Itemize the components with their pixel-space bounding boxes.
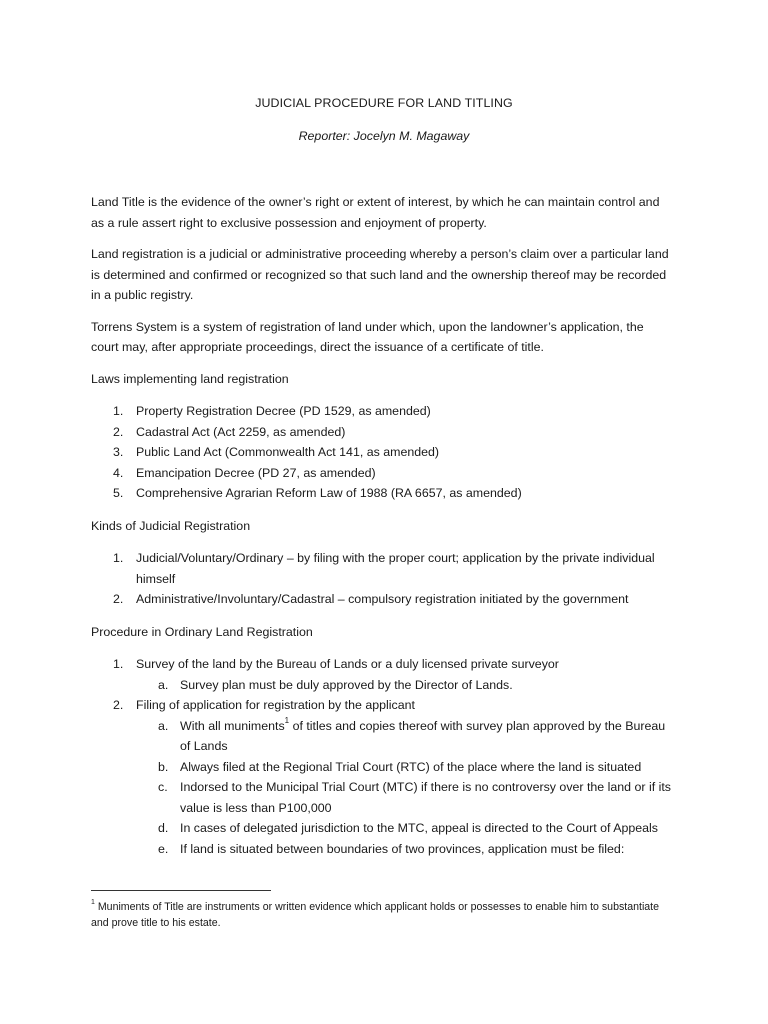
list-item: 2. Filing of application for registration by the applicant a. With all muniments$^1$ of titles and copies thereof with survey plan approved by the Bureau of Lands b. Always filed at the Regional Trial Court (RTC) of the place where the land is situated c. Indorsed to the Municipal Trial Court (MTC) if there is no controversy over the land or if its value is less than P100,000 d. In cases of delegated jurisdiction to the MTC, appeal is directed to the Court of Appeals e. If land is situated between boundaries of two provinces, application must be filed: <box>91 695 671 859</box>
sub-list <box>136 716 671 860</box>
list-item: 1. Survey of the land by the Bureau of Lands or a duly licensed private surveyor a. Survey plan must be duly approved by the Director of Lands. <box>91 654 671 695</box>
laws-list <box>91 401 671 504</box>
sub-list-item: e. If land is situated between boundaries of two provinces, application must be filed: <box>158 841 625 856</box>
list-item: 3. Public Land Act (Commonwealth Act 141, as amended) <box>113 445 440 459</box>
paragraph-torrens-system: Torrens System is a system of registration of land under which, upon the landowner’s application, the court may, after appropriate proceedings, direct the issuance of a certificate of title. <box>91 319 644 354</box>
sub-list-item: c. Indorsed to the Municipal Trial Court (MTC) if there is no controversy over the land or if its value is less than P100,000 <box>158 780 672 815</box>
footnote-text: Muniments of Title are instruments or written evidence which applicant holds or possesses to enable him to substantiate and prove title to his estate. <box>91 901 660 929</box>
kinds-list <box>91 548 671 610</box>
paragraph-land-title: Land Title is the evidence of the owner’s right or extent of interest, by which he can maintain control and as a rule assert right to exclusive possession and enjoyment of property. <box>91 195 660 230</box>
list-item: 4. Emancipation Decree (PD 27, as amended) <box>113 465 376 480</box>
reporter-line: Reporter: Jocelyn M. Magaway <box>298 129 470 143</box>
sub-list-item: d. In cases of delegated jurisdiction to the MTC, appeal is directed to the Court of Appeals <box>158 821 659 835</box>
footnote-divider <box>91 890 271 891</box>
list-item: 2. Cadastral Act (Act 2259, as amended) <box>113 424 346 439</box>
footnote-mark: 1 <box>91 899 95 907</box>
sub-list-item: a. Survey plan must be duly approved by the Director of Lands. <box>158 677 513 692</box>
footnote-reference: 1 <box>284 716 290 726</box>
footnote <box>91 899 661 931</box>
list-item: 1. Property Registration Decree (PD 1529, as amended) <box>113 404 431 418</box>
laws-heading: Laws implementing land registration <box>91 371 289 386</box>
procedure-list <box>91 654 671 859</box>
procedure-heading: Procedure in Ordinary Land Registration <box>91 624 313 639</box>
list-item: 1. Judicial/Voluntary/Ordinary – by filing with the proper court; application by the private individual himself <box>113 551 655 586</box>
list-item: 5. Comprehensive Agrarian Reform Law of 1988 (RA 6657, as amended) <box>113 486 522 500</box>
sub-list-item: a. With all muniments$^1$ of titles and copies thereof with survey plan approved by the Bureau of Lands <box>158 716 666 753</box>
document-title: JUDICIAL PROCEDURE FOR LAND TITLING <box>255 96 513 110</box>
list-item: 2. Administrative/Involuntary/Cadastral – compulsory registration initiated by the government <box>113 592 629 606</box>
kinds-heading: Kinds of Judicial Registration <box>91 518 251 533</box>
document-body <box>91 192 671 871</box>
sub-list-item: b. Always filed at the Regional Trial Court (RTC) of the place where the land is situated <box>158 759 642 774</box>
sub-list <box>136 675 671 696</box>
paragraph-land-registration: Land registration is a judicial or administrative proceeding whereby a person’s claim over a particular land is determined and confirmed or recognized so that such land and the ownership thereof may be recorded in a public registry. <box>91 247 669 302</box>
